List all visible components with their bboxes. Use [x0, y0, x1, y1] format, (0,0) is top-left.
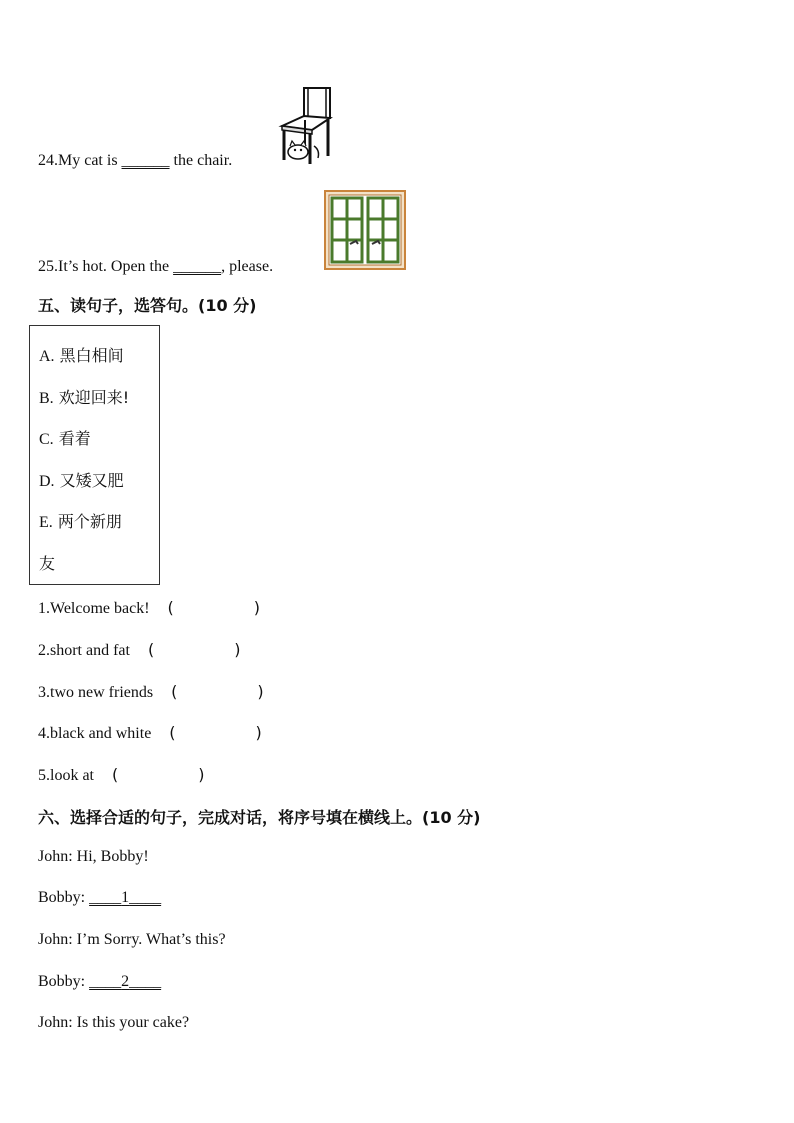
- answer-paren[interactable]: ( ): [147, 640, 241, 659]
- dialogue-line-5: John: Is this your cake?: [38, 1014, 190, 1031]
- option-e-wrap: 友: [39, 554, 56, 573]
- answer-paren[interactable]: ( ): [112, 765, 205, 784]
- option-d: D. 又矮又肥: [39, 471, 124, 490]
- option-c: C. 看着: [39, 429, 91, 448]
- answer-blank[interactable]: ______: [173, 258, 222, 275]
- dialogue-blank-2[interactable]: ____2____: [89, 973, 162, 990]
- answer-blank[interactable]: ______: [121, 152, 170, 169]
- dialogue-blank-1[interactable]: ____1____: [89, 889, 162, 906]
- window-image: [324, 190, 406, 270]
- options-box: [29, 325, 160, 585]
- item-3: 3.two new friends ( ): [38, 682, 264, 701]
- dialogue-line-2: Bobby: ____1____: [38, 889, 162, 906]
- section-5-heading: 五、读句子，选答句。(10 分): [38, 296, 257, 315]
- section-6-heading: 六、选择合适的句子，完成对话，将序号填在横线上。(10 分): [38, 808, 481, 827]
- option-b: B. 欢迎回来!: [39, 388, 130, 407]
- item-2: 2.short and fat ( ): [38, 640, 241, 659]
- dialogue-line-4: Bobby: ____2____: [38, 973, 162, 990]
- option-e: E. 两个新朋: [39, 512, 122, 531]
- answer-paren[interactable]: ( ): [171, 682, 264, 701]
- dialogue-line-1: John: Hi, Bobby!: [38, 848, 149, 865]
- item-4: 4.black and white ( ): [38, 723, 262, 742]
- dialogue-line-3: John: I’m Sorry. What’s this?: [38, 931, 226, 948]
- answer-paren[interactable]: ( ): [167, 598, 261, 617]
- chair-cat-image: [278, 86, 334, 166]
- question-25: 25.It’s hot. Open the ______, please.: [38, 258, 274, 275]
- question-24: 24.My cat is ______ the chair.: [38, 152, 233, 169]
- option-a: A. 黑白相间: [39, 346, 124, 365]
- answer-paren[interactable]: ( ): [169, 723, 262, 742]
- item-1: 1.Welcome back! ( ): [38, 598, 261, 617]
- item-5: 5.look at ( ): [38, 765, 205, 784]
